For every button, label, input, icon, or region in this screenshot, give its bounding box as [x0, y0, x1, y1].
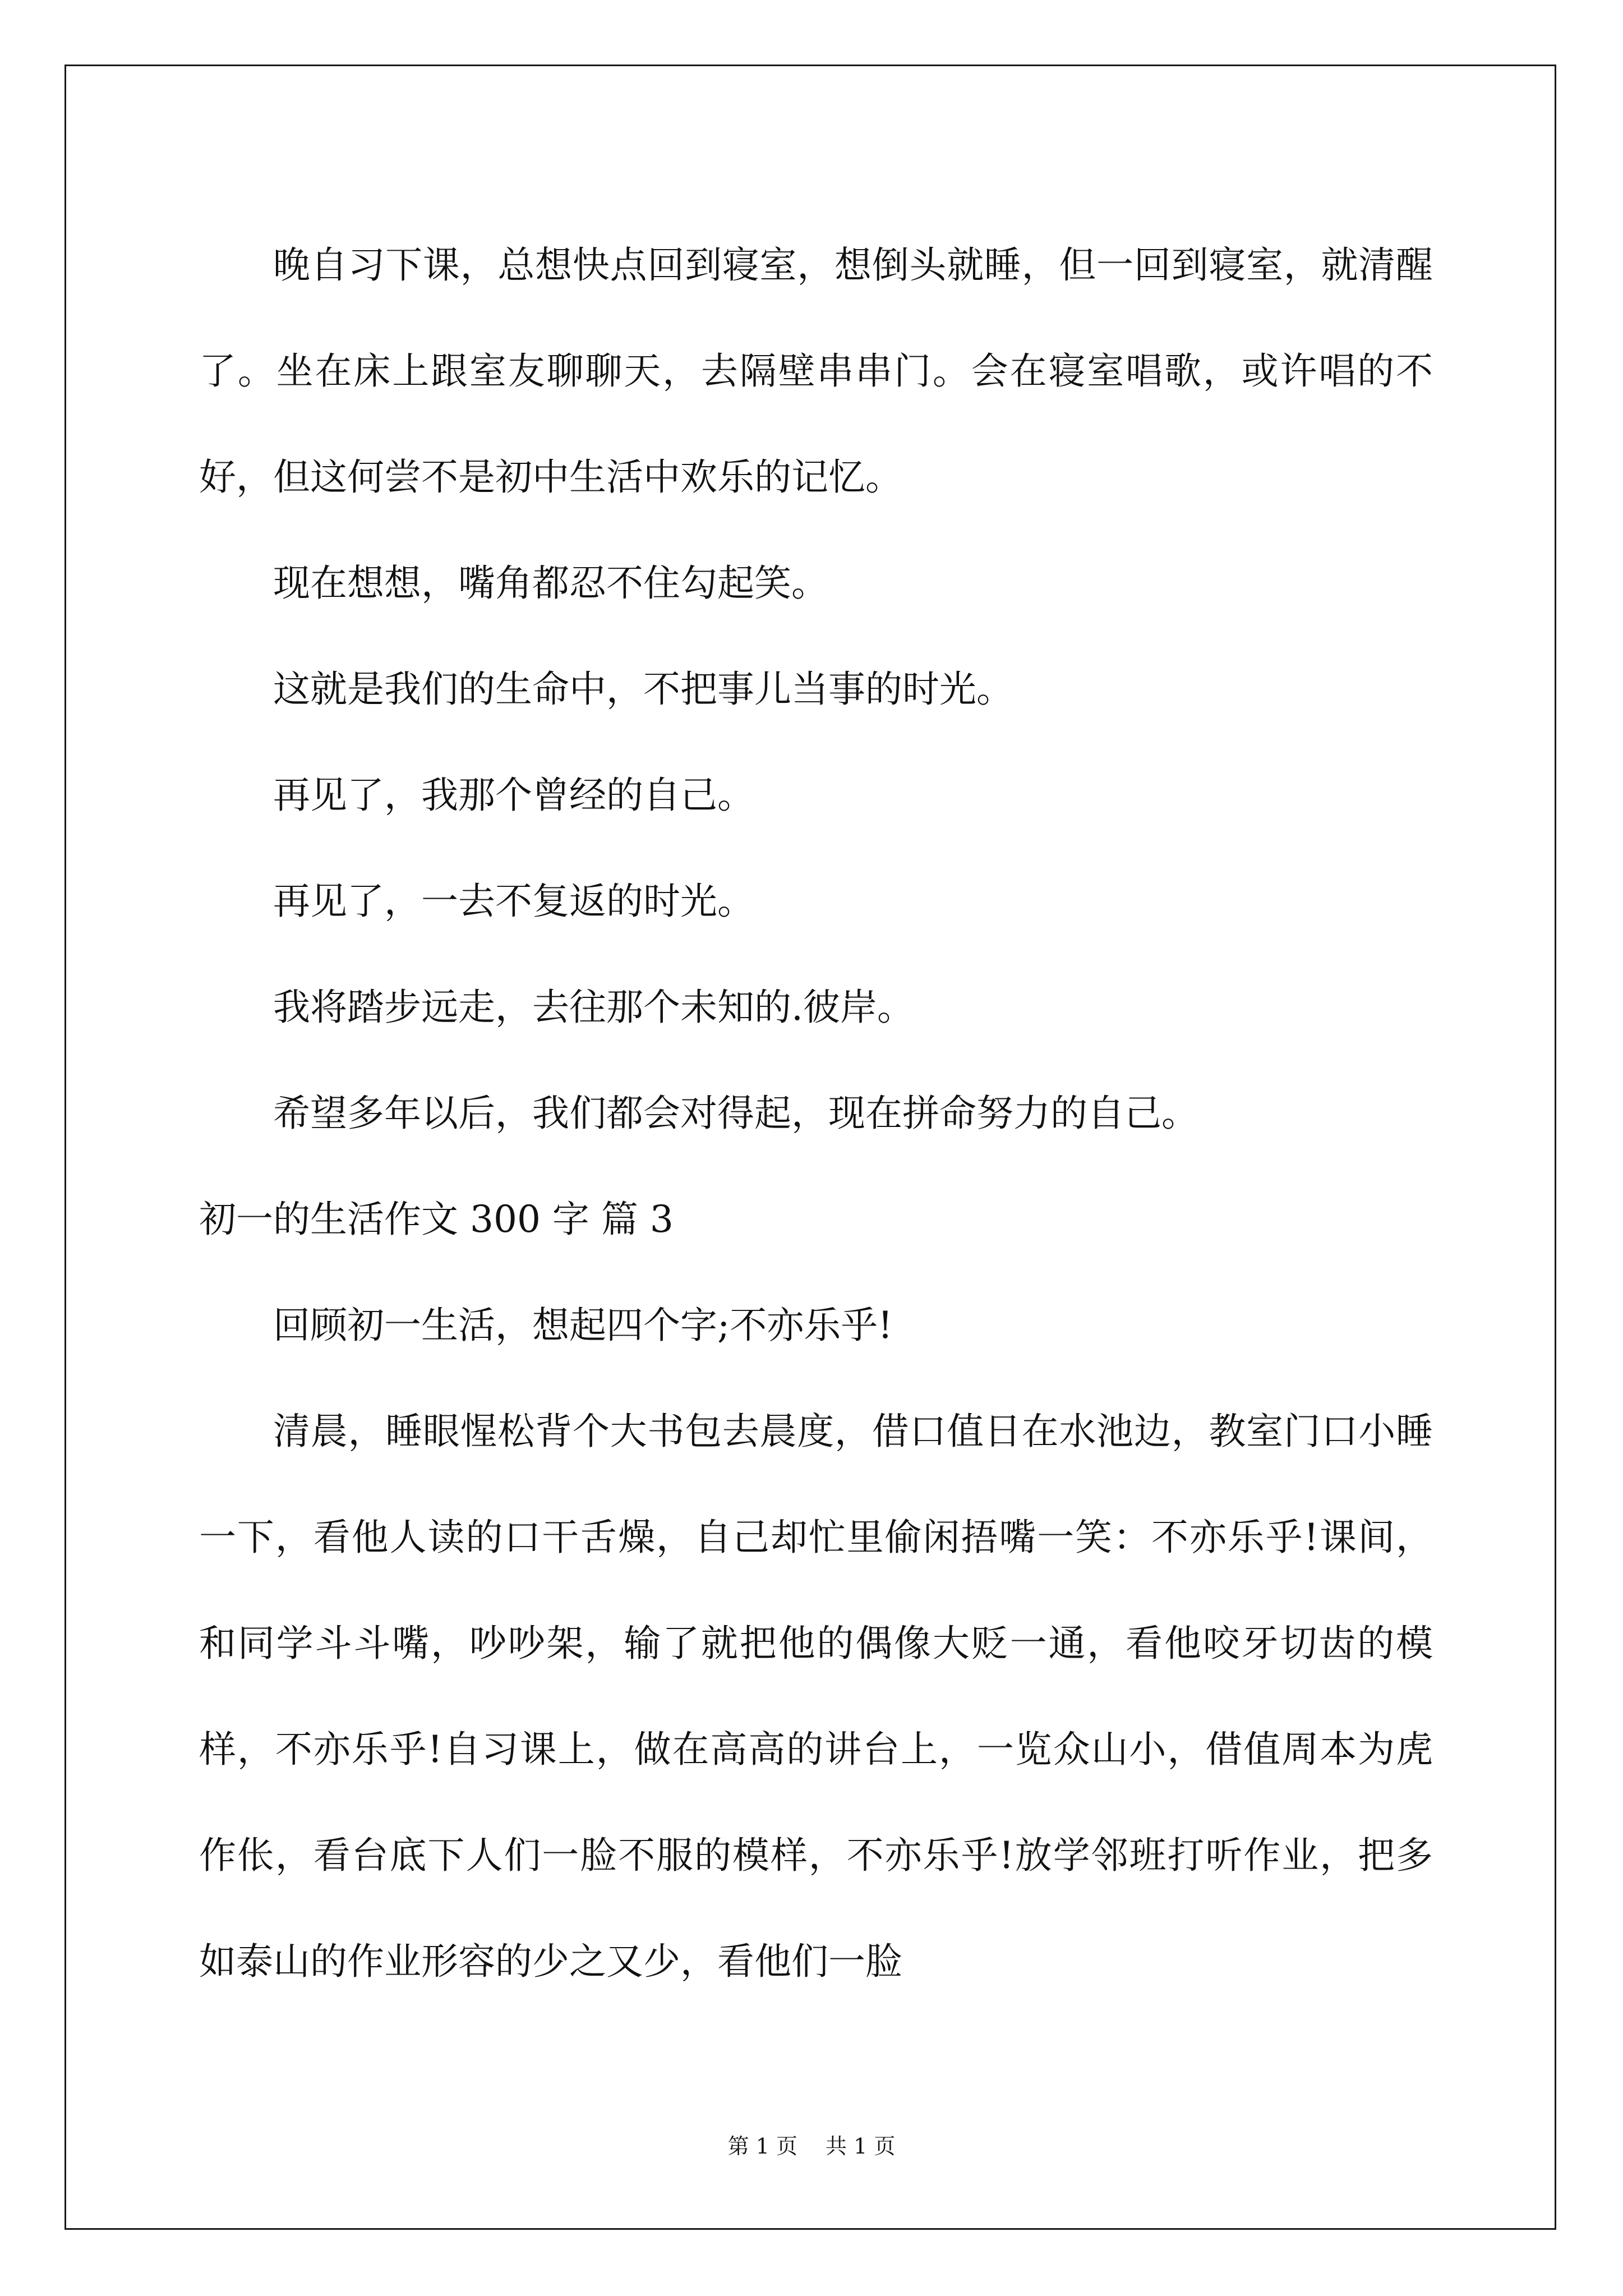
page-footer — [0, 2129, 1623, 2160]
page-total: 共 1 页 — [826, 2134, 896, 2159]
paragraph: 希望多年以后，我们都会对得起，现在拼命努力的自己。 — [273, 1092, 1198, 1135]
document-body — [199, 212, 1433, 2014]
paragraph: 再见了，我那个曾经的自己。 — [273, 774, 754, 817]
section-heading: 初一的生活作文 300 字 篇 3 — [199, 1198, 674, 1241]
paragraph: 现在想想，嘴角都忍不住勾起笑。 — [273, 562, 828, 605]
paragraph: 再见了，一去不复返的时光。 — [273, 880, 754, 923]
page-number: 第 1 页 — [727, 2134, 797, 2159]
paragraph: 我将踏步远走，去往那个未知的.彼岸。 — [273, 986, 914, 1029]
paragraph: 回顾初一生活，想起四个字;不亦乐乎! — [273, 1304, 893, 1347]
paragraph: 这就是我们的生命中，不把事儿当事的时光。 — [273, 668, 1013, 711]
paragraph: 晚自习下课，总想快点回到寝室，想倒头就睡，但一回到寝室，就清醒了。坐在床上跟室友聊聊天，去隔壁串串门。会在寝室唱歌，或许唱的不好，但这何尝不是初中生活中欢乐的记忆。 — [199, 243, 1433, 499]
paragraph: 清晨，睡眼惺松背个大书包去晨度，借口值日在水池边，教室门口小睡一下，看他人读的口干舌燥，自己却忙里偷闲捂嘴一笑：不亦乐乎!课间，和同学斗斗嘴，吵吵架，输了就把他的偶像大贬一通，看他咬牙切齿的模样，不亦乐乎!自习课上，做在高高的讲台上，一览众山小，借值周本为虎作伥，看台底下人们一脸不服的模样，不亦乐乎!放学邻班打听作业，把多如泰山的作业形容的少之又少，看他们一脸 — [199, 1410, 1433, 1983]
